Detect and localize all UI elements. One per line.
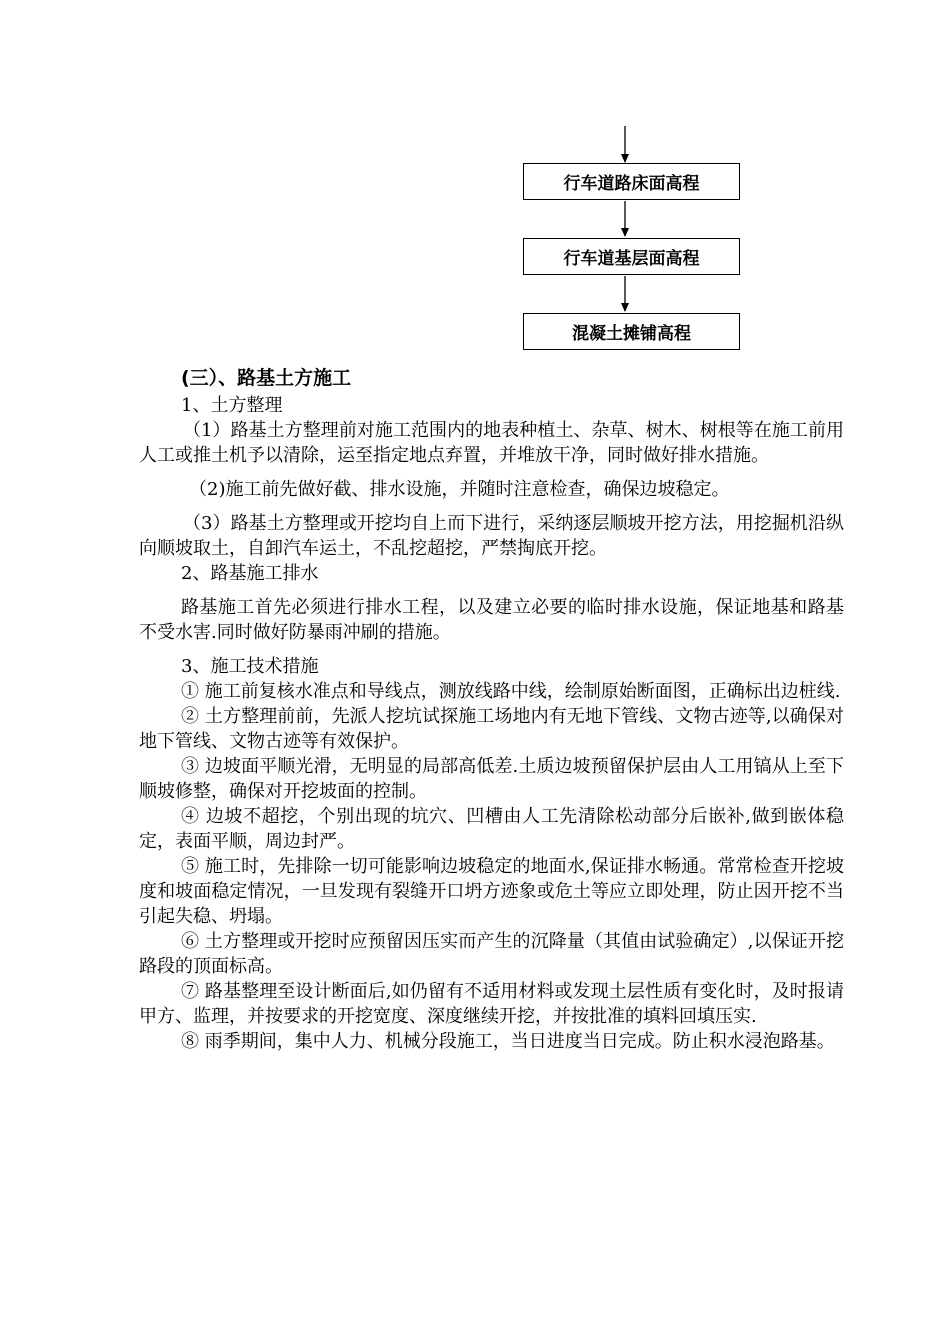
flow-box-base-layer-elevation: 行车道基层面高程: [523, 238, 740, 275]
paragraph: （3）路基土方整理或开挖均自上而下进行，采纳逐层顺坡开挖方法，用挖掘机沿纵向顺坡取土，自卸汽车运土，不乱挖超挖，严禁掏底开挖。: [139, 513, 844, 559]
document-body: [139, 364, 844, 1054]
flow-box-concrete-paving-elevation: 混凝土摊铺高程: [523, 313, 740, 350]
section-heading: (三）、路基土方施工: [181, 367, 352, 389]
list-item: ① 施工前复核水准点和导线点，测放线路中线，绘制原始断面图，正确标出边桩线.: [181, 681, 841, 702]
list-item: ④ 边坡不超挖，个别出现的坑穴、凹槽由人工先清除松动部分后嵌补,做到嵌体稳定，表面平顺，周边封严。: [139, 806, 844, 852]
paragraph: （2)施工前先做好截、排水设施，并随时注意检查，确保边坡稳定。: [189, 479, 730, 500]
flowchart-arrows: [0, 0, 950, 360]
list-item: ⑥ 土方整理或开挖时应预留因压实而产生的沉降量（其值由试验确定）,以保证开挖路段的顶面标高。: [139, 931, 844, 977]
list-item: ② 土方整理前前，先派人挖坑试探施工场地内有无地下管线、文物古迹等,以确保对地下管线、文物古迹等有效保护。: [139, 706, 844, 752]
paragraph: 路基施工首先必须进行排水工程，以及建立必要的临时排水设施，保证地基和路基不受水害.同时做好防暴雨冲刷的措施。: [139, 597, 844, 643]
list-item: ③ 边坡面平顺光滑，无明显的局部高低差.土质边坡预留保护层由人工用镐从上至下顺坡修整，确保对开挖坡面的控制。: [139, 756, 844, 802]
list-item: ⑦ 路基整理至设计断面后,如仍留有不适用材料或发现土层性质有变化时，及时报请甲方、监理，并按要求的开挖宽度、深度继续开挖，并按批准的填料回填压实.: [139, 981, 844, 1027]
list-item: ⑤ 施工时，先排除一切可能影响边坡稳定的地面水,保证排水畅通。常常检查开挖坡度和坡面稳定情况，一旦发现有裂缝开口坍方迹象或危土等应立即处理，防止因开挖不当引起失稳、坍塌。: [139, 856, 844, 927]
subsection-title-technical-measures: 3、施工技术措施: [181, 656, 319, 677]
paragraph: （1）路基土方整理前对施工范围内的地表种植土、杂草、树木、树根等在施工前用人工或推土机予以清除，运至指定地点弃置，并堆放干净，同时做好排水措施。: [139, 420, 844, 466]
flow-box-road-bed-elevation: 行车道路床面高程: [523, 163, 740, 200]
subsection-title-drainage: 2、路基施工排水: [181, 563, 319, 584]
list-item: ⑧ 雨季期间，集中人力、机械分段施工，当日进度当日完成。防止积水浸泡路基。: [181, 1031, 835, 1052]
flowchart: [0, 0, 950, 360]
subsection-title-earthwork: 1、土方整理: [181, 395, 283, 416]
